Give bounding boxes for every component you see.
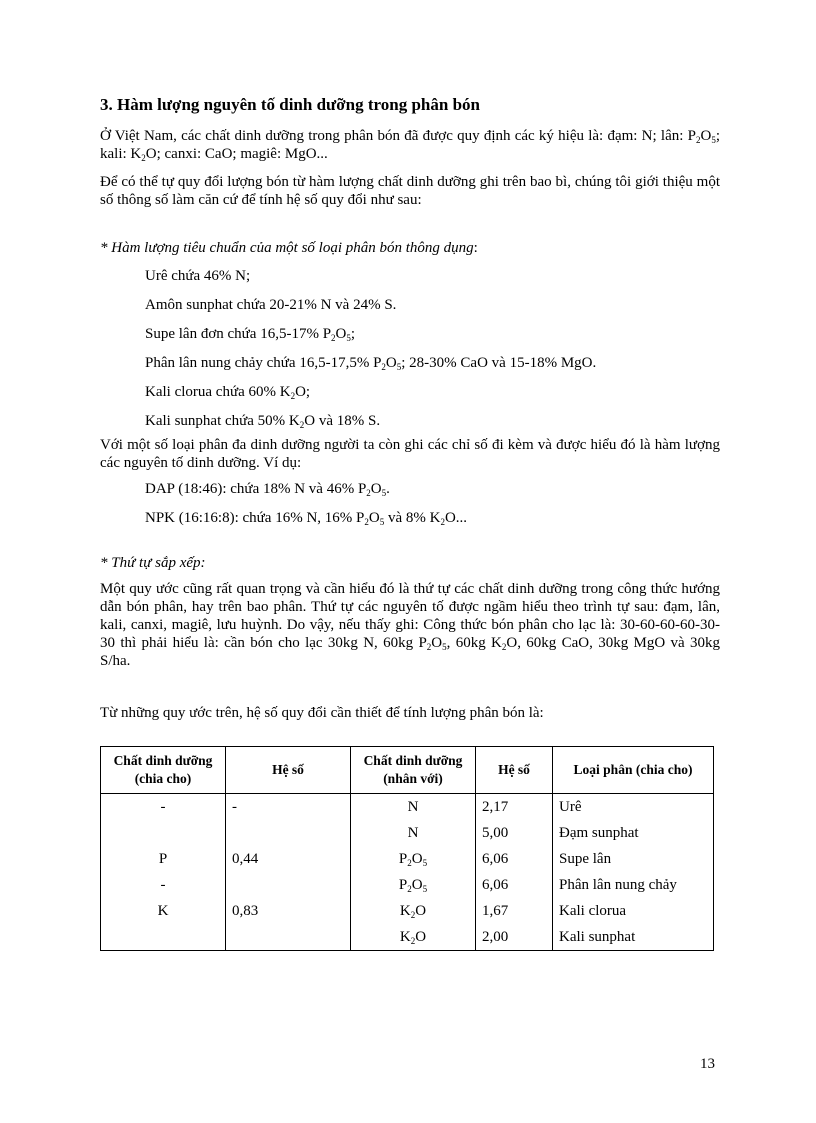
table-cell: $K_2O$: [351, 898, 476, 924]
table-cell: 1,67: [476, 898, 553, 924]
intro-paragraph-1: Ở Việt Nam, các chất dinh dưỡng trong phân bón đã được quy định các ký hiệu là: đạm: N; lân: $P_2O_5$; kali: $K_2O$; canxi: CaO; magiê: MgO...: [100, 128, 720, 163]
table-cell: 2,17: [476, 794, 553, 821]
column-header: Hệ số: [476, 747, 553, 794]
intro-paragraph-2: Để có thể tự quy đổi lượng bón từ hàm lượng chất dinh dưỡng ghi trên bao bì, chúng tôi giới thiệu một số thông số làm căn cứ để tính hệ số quy đổi như sau:: [100, 174, 720, 208]
table-cell: -: [226, 794, 351, 821]
table-cell: $K_2O$: [351, 924, 476, 951]
table-cell: [226, 820, 351, 846]
table-cell: [101, 924, 226, 951]
table-row: [101, 846, 714, 872]
table-row: [101, 924, 714, 951]
table-row: [101, 872, 714, 898]
table-cell: -: [101, 794, 226, 821]
table-cell: 0,83: [226, 898, 351, 924]
table-cell: P: [101, 846, 226, 872]
table-cell: N: [351, 794, 476, 821]
conversion-table: [100, 746, 714, 951]
list-item: Supe lân đơn chứa 16,5-17% $P_2O_5$;: [145, 326, 356, 343]
list-item: Urê chứa 46% N;: [145, 268, 251, 284]
standard-content-heading: * Hàm lượng tiêu chuẩn của một số loại phân bón thông dụng:: [100, 240, 478, 256]
table-cell: Supe lân: [553, 846, 714, 872]
column-header: Hệ số: [226, 747, 351, 794]
table-cell: [226, 924, 351, 951]
table-cell: 6,06: [476, 872, 553, 898]
table-cell: Kali sunphat: [553, 924, 714, 951]
table-cell: Urê: [553, 794, 714, 821]
table-cell: [101, 820, 226, 846]
order-heading: * Thứ tự sắp xếp:: [100, 555, 206, 571]
section-heading: 3. Hàm lượng nguyên tố dinh dưỡng trong phân bón: [100, 95, 480, 114]
list-item: Amôn sunphat chứa 20-21% N và 24% S.: [145, 297, 397, 313]
table-cell: $P_2O_5$: [351, 872, 476, 898]
list-item: Kali clorua chứa 60% $K_2O$;: [145, 384, 311, 401]
table-cell: 2,00: [476, 924, 553, 951]
column-header: Chất dinh dưỡng (chia cho): [101, 747, 226, 794]
page-number: 13: [700, 1056, 715, 1072]
conversion-intro: Từ những quy ước trên, hệ số quy đổi cần thiết để tính lượng phân bón là:: [100, 705, 544, 721]
list-item: NPK (16:16:8): chứa 16% N, 16% $P_2O_5$ và 8% $K_2O$...: [145, 510, 468, 527]
table-row: [101, 898, 714, 924]
document-page: [100, 95, 720, 951]
table-cell: Đạm sunphat: [553, 820, 714, 846]
column-header: Chất dinh dưỡng (nhân với): [351, 747, 476, 794]
table-cell: -: [101, 872, 226, 898]
table-cell: 6,06: [476, 846, 553, 872]
table-cell: Kali clorua: [553, 898, 714, 924]
standard-content-list: [145, 267, 720, 430]
column-header: Loại phân (chia cho): [553, 747, 714, 794]
list-item: DAP (18:46): chứa 18% N và 46% $P_2O_5$.: [145, 481, 390, 498]
list-item: Kali sunphat chứa 50% $K_2O$ và 18% S.: [145, 413, 381, 430]
order-paragraph: Một quy ước cũng rất quan trọng và cần hiểu đó là thứ tự các chất dinh dưỡng trong công thức hướng dẫn bón phân, hay trên bao phân. Thứ tự các nguyên tố được ngầm hiểu theo trình tự sau: đạm, lân, kali, canxi, magiê, lưu huỳnh. Do vậy, nếu thấy ghi: Công thức bón phân cho lạc là: 30-60-60-60-30-30 thì phải hiểu là: cần bón cho lạc 30kg N, 60kg $P_2O_5$, 60kg $K_2O$, 60kg CaO, 30kg MgO và 30kg S/ha.: [100, 581, 721, 669]
table-row: [101, 794, 714, 821]
table-cell: Phân lân nung chảy: [553, 872, 714, 898]
table-cell: [226, 872, 351, 898]
table-cell: $P_2O_5$: [351, 846, 476, 872]
list-item: Phân lân nung chảy chứa 16,5-17,5% $P_2O_5$; 28-30% CaO và 15-18% MgO.: [145, 355, 597, 372]
table-cell: 5,00: [476, 820, 553, 846]
multi-nutrient-paragraph: Với một số loại phân đa dinh dưỡng người ta còn ghi các chỉ số đi kèm và được hiểu đó là hàm lượng các nguyên tố dinh dưỡng. Ví dụ:: [100, 437, 720, 471]
table-cell: K: [101, 898, 226, 924]
table-cell: 0,44: [226, 846, 351, 872]
table-cell: N: [351, 820, 476, 846]
examples-list: [145, 480, 720, 527]
table-row: [101, 820, 714, 846]
